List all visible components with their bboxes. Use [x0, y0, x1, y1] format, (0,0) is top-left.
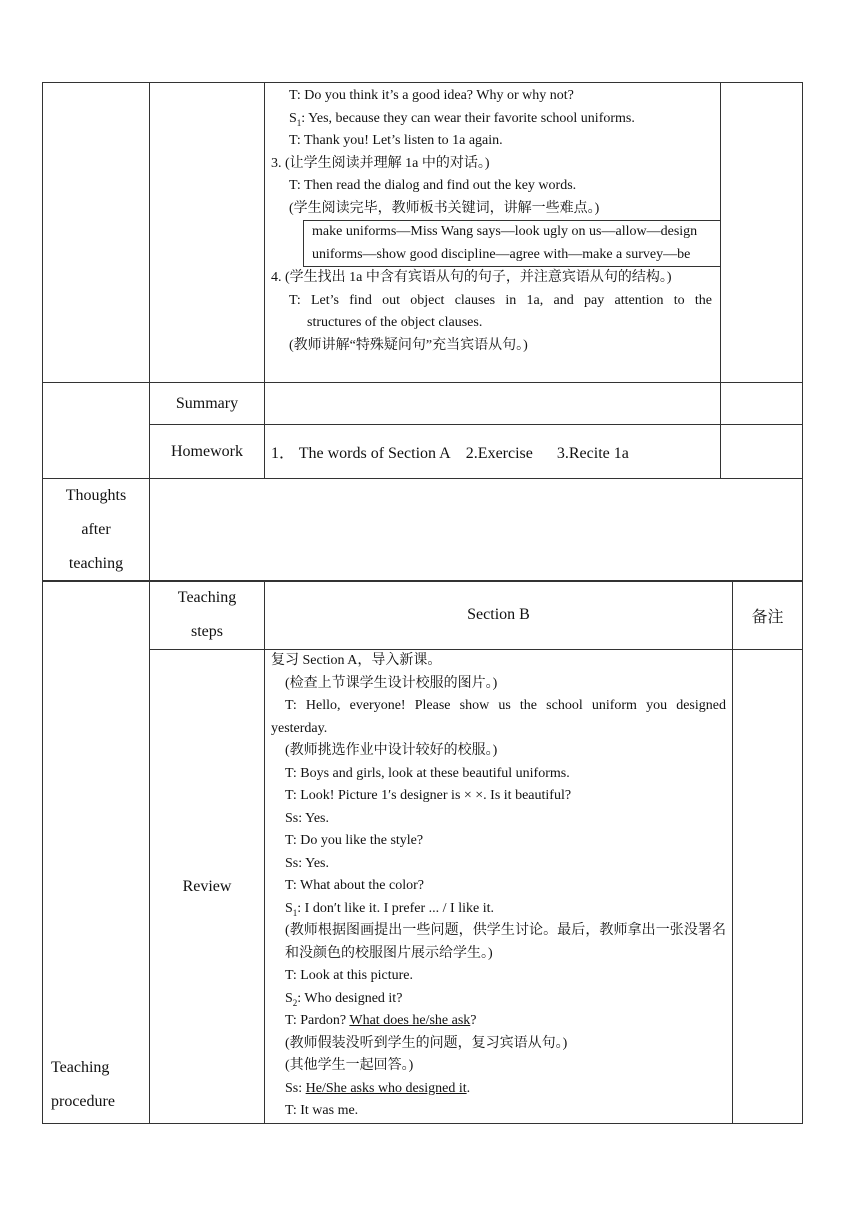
activity-cell: [265, 83, 721, 383]
text-line: T: Do you like the style?: [285, 833, 424, 848]
summary-content: [265, 383, 721, 425]
text-line: (其他学生一起回答。): [285, 1058, 414, 1073]
text-line: (教师挑选作业中设计较好的校服。): [285, 743, 498, 758]
text-line: $S_2$: Who designed it?: [285, 990, 403, 1008]
empty-cell: [721, 383, 803, 425]
text-line: T: Hello, everyone! Please show us the school uniform you designed yesterday.: [271, 698, 726, 736]
step-3-heading: 3. (让学生阅读并理解 1a 中的对话。): [271, 155, 490, 171]
text-line: structures of the object clauses.: [307, 315, 483, 330]
text-line: T: Do you think it’s a good idea? Why or why not?: [289, 88, 574, 103]
review-content: [265, 650, 733, 1124]
text-line: T: Look! Picture 1′s designer is × ×. Is it beautiful?: [285, 788, 572, 803]
lesson-table-upper: [42, 82, 803, 582]
keywords-line: uniforms—show good discipline—agree with—make a survey—be: [312, 246, 691, 262]
teaching-procedure-label: Teaching procedure: [43, 581, 150, 1124]
summary-label: Summary: [150, 383, 265, 425]
text-line: (教师讲解“特殊疑问句”充当宾语从句。): [289, 337, 528, 353]
thoughts-content: [150, 479, 803, 582]
section-b-title: Section B: [265, 581, 733, 650]
text-line: T: Thank you! Let’s listen to 1a again.: [289, 133, 503, 148]
review-label: Review: [150, 650, 265, 1124]
lesson-table-section-b: [42, 580, 803, 1124]
notes-label: 备注: [733, 581, 803, 650]
text-line: (学生阅读完毕，教师板书关键词，讲解一些难点。): [289, 200, 600, 216]
text-line: $S_1$: Yes, because they can wear their favorite school uniforms.: [289, 110, 635, 128]
step-4-heading: 4. (学生找出 1a 中含有宾语从句的句子，并注意宾语从句的结构。): [271, 270, 672, 285]
text-line: T: What about the color?: [285, 878, 424, 893]
empty-cell: [43, 383, 150, 479]
empty-cell: [721, 425, 803, 479]
text-line: T: Boys and girls, look at these beautiful uniforms.: [285, 765, 570, 781]
text-line: (检查上节课学生设计校服的图片。): [285, 675, 498, 691]
teaching-steps-label: Teaching steps: [150, 581, 265, 650]
text-line: $S_1$: I don′t like it. I prefer ... / I like it.: [285, 900, 494, 918]
text-line: (教师根据图画提出一些问题，供学生讨论。最后，教师拿出一张没署名和没颜色的校服图片展示给学生。): [285, 923, 726, 961]
notes-content: [733, 650, 803, 1124]
keywords-box: [303, 220, 720, 267]
keywords-line: make uniforms—Miss Wang says—look ugly on us—allow—design: [312, 224, 698, 239]
text-line: Ss: He/She asks who designed it.: [285, 1080, 471, 1096]
text-line: T: Look at this picture.: [285, 968, 413, 983]
empty-cell: [43, 83, 150, 383]
text-line: Ss: Yes.: [285, 810, 329, 826]
empty-cell: [721, 83, 803, 383]
text-line: (教师假装没听到学生的问题，复习宾语从句。): [285, 1035, 568, 1051]
homework-content: 1． The words of Section A 2.Exercise 3.Recite 1a: [265, 425, 721, 479]
thoughts-label: Thoughts after teaching: [43, 479, 150, 582]
text-line: T: Let’s find out object clauses in 1a, and pay attention to the: [289, 292, 712, 308]
homework-label: Homework: [150, 425, 265, 479]
empty-cell: [150, 83, 265, 383]
text-line: T: It was me.: [285, 1103, 359, 1118]
text-line: 复习 Section A，导入新课。: [271, 653, 442, 668]
text-line: T: Then read the dialog and find out the key words.: [289, 178, 577, 193]
text-line: T: Pardon? What does he/she ask?: [285, 1013, 477, 1028]
text-line: Ss: Yes.: [285, 855, 329, 871]
